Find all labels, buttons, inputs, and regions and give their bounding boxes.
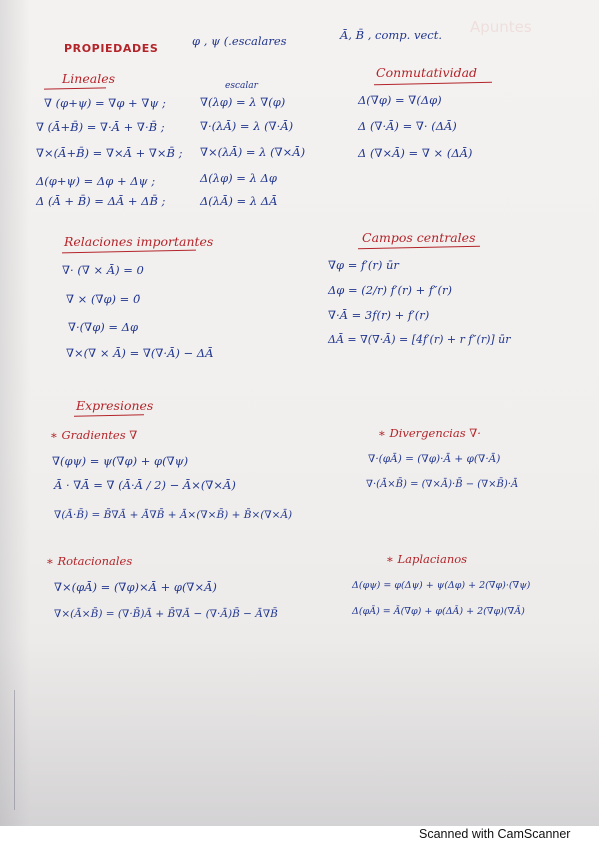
- heading-expresiones: Expresiones: [76, 398, 154, 413]
- eq-campo-1: ∇φ = f′(r) ūr: [328, 258, 399, 272]
- eq-lineal-3: ∇×(Ā+B̄) = ∇×Ā + ∇×B̄ ;: [36, 146, 183, 160]
- eq-grad-2: Ā · ∇Ā = ∇ (Ā·Ā / 2) − Ā×(∇×Ā): [54, 478, 236, 492]
- heading-divergencias: ∗ Divergencias ∇·: [378, 426, 481, 440]
- camscanner-footer: Scanned with CamScanner: [419, 827, 571, 841]
- eq-div-2: ∇·(Ā×B̄) = (∇×Ā)·B̄ − (∇×B̄)·Ā: [366, 479, 519, 490]
- page-bottom-shadow: [0, 640, 599, 826]
- scalars-note: φ , ψ (.escalares: [192, 34, 287, 48]
- heading-laplacianos: ∗ Laplacianos: [386, 552, 468, 566]
- eq-lineal-2: ∇ (Ā+B̄) = ∇·Ā + ∇·B̄ ;: [36, 120, 165, 134]
- eq-lineal-right-5: Δ(λĀ) = λ ΔĀ: [200, 194, 278, 208]
- eq-campo-4: ΔĀ = ∇(∇·Ā) = [4f′(r) + r f″(r)] ūr: [328, 333, 511, 346]
- heading-relaciones: Relaciones importantes: [64, 234, 214, 249]
- eq-lineal-right-4: Δ(λφ) = λ Δφ: [200, 171, 277, 185]
- underline-conmutatividad: [374, 82, 492, 86]
- page-crease: [14, 690, 15, 810]
- eq-campo-3: ∇·Ā = 3f(r) + f′(r): [328, 308, 430, 322]
- eq-lineal-right-2: ∇·(λĀ) = λ (∇·Ā): [200, 119, 294, 133]
- eq-grad-1: ∇(φψ) = ψ(∇φ) + φ(∇ψ): [52, 454, 189, 468]
- underline-relaciones: [62, 250, 196, 254]
- underline-campos: [358, 246, 480, 250]
- underline-lineales: [44, 87, 106, 90]
- eq-lap-1: Δ(φψ) = φ(Δψ) + ψ(Δφ) + 2(∇φ)·(∇ψ): [352, 580, 531, 591]
- eq-grad-3: ∇(Ā·B̄) = B̄∇Ā + Ā∇B̄ + Ā×(∇×B̄) + B̄×(∇×Ā): [54, 509, 293, 521]
- eq-lap-2: Δ(φĀ) = Ā(∇φ) + φ(ΔĀ) + 2(∇φ)(∇Ā): [352, 606, 525, 617]
- eq-lineal-5: Δ (Ā + B̄) = ΔĀ + ΔB̄ ;: [36, 194, 166, 208]
- eq-conm-2: Δ (∇·Ā) = ∇· (ΔĀ): [358, 119, 457, 133]
- escalar-note: escalar: [225, 81, 258, 91]
- heading-lineales: Lineales: [62, 71, 116, 86]
- underline-expresiones: [74, 414, 144, 417]
- heading-campos: Campos centrales: [362, 230, 476, 245]
- heading-gradientes: ∗ Gradientes ∇: [50, 428, 138, 442]
- eq-rel-1: ∇· (∇ × Ā) = 0: [62, 263, 144, 277]
- eq-campo-2: Δφ = (2/r) f′(r) + f″(r): [328, 283, 452, 297]
- eq-rel-4: ∇×(∇ × Ā) = ∇(∇·Ā) − ΔĀ: [66, 346, 214, 360]
- eq-rel-3: ∇·(∇φ) = Δφ: [68, 320, 139, 334]
- heading-rotacionales: ∗ Rotacionales: [46, 554, 133, 568]
- eq-lineal-right-1: ∇(λφ) = λ ∇(φ): [200, 95, 286, 109]
- eq-rot-1: ∇×(φĀ) = (∇φ)×Ā + φ(∇×Ā): [54, 580, 217, 594]
- eq-conm-1: Δ(∇φ) = ∇(Δφ): [358, 93, 442, 107]
- heading-conmutatividad: Conmutatividad: [376, 65, 478, 80]
- eq-lineal-4: Δ(φ+ψ) = Δφ + Δψ ;: [36, 174, 156, 188]
- eq-div-1: ∇·(φĀ) = (∇φ)·Ā + φ(∇·Ā): [368, 453, 501, 465]
- eq-rel-2: ∇ × (∇φ) = 0̄: [66, 292, 141, 306]
- eq-lineal-1: ∇ (φ+ψ) = ∇φ + ∇ψ ;: [44, 96, 166, 110]
- bleed-through-watermark: Apuntes: [470, 18, 532, 36]
- eq-rot-2: ∇×(Ā×B̄) = (∇·B̄)Ā + B̄∇Ā − (∇·Ā)B̄ − Ā∇B̄: [54, 608, 278, 620]
- title-propiedades: PROPIEDADES: [64, 42, 159, 55]
- vectors-note: Ā, B̄ , comp. vect.: [340, 28, 442, 42]
- eq-lineal-right-3: ∇×(λĀ) = λ (∇×Ā): [200, 145, 306, 159]
- eq-conm-3: Δ (∇×Ā) = ∇ × (ΔĀ): [358, 146, 473, 160]
